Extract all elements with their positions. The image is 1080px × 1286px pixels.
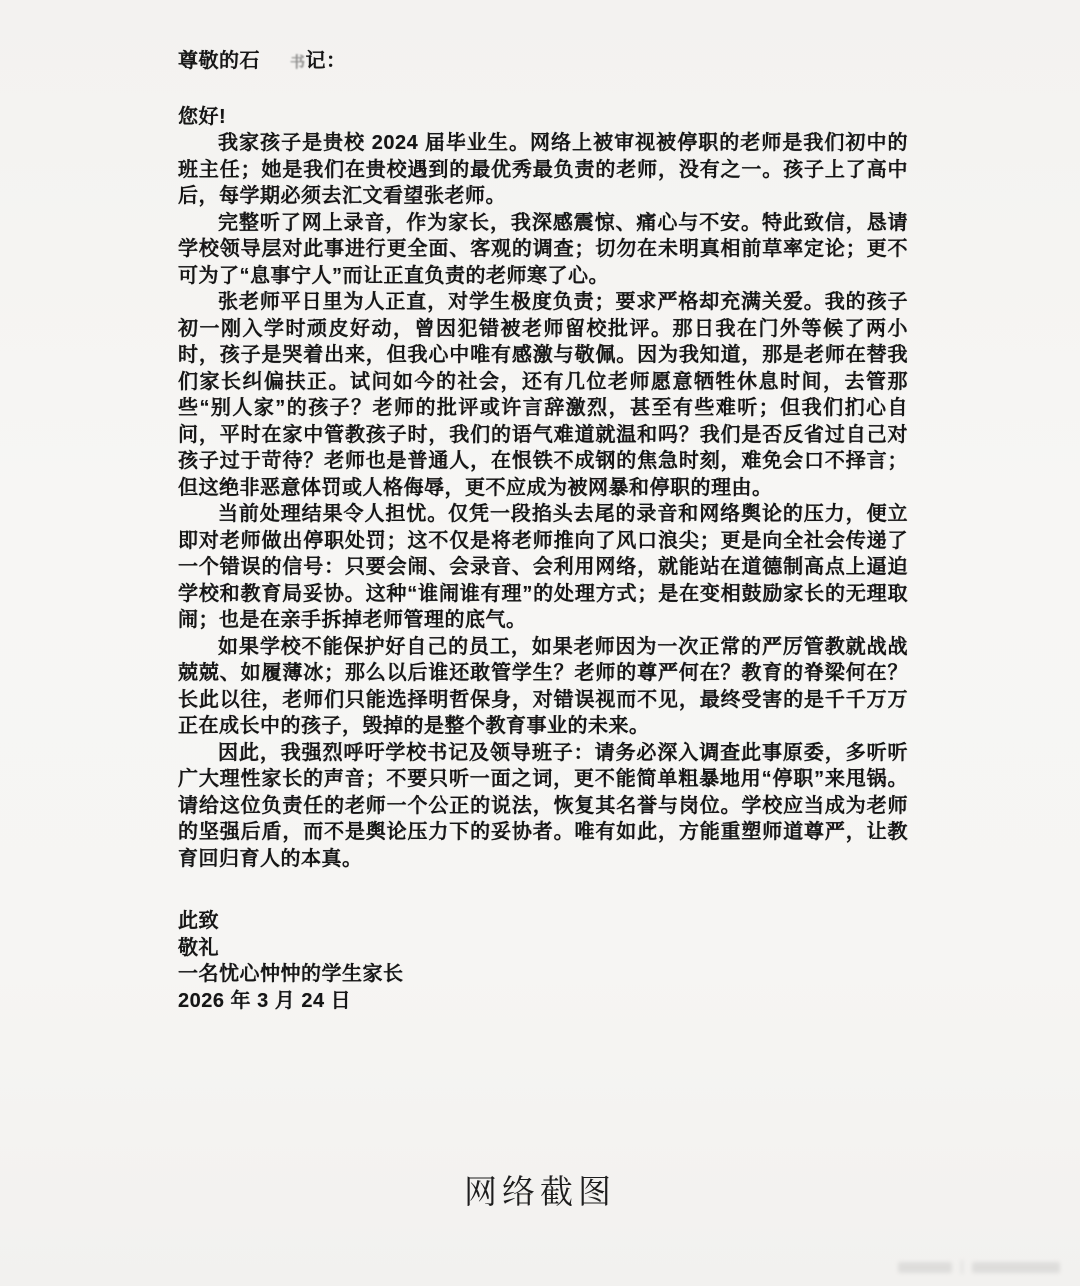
watermark xyxy=(898,1260,1060,1274)
closing-cizhi: 此致 xyxy=(178,910,219,932)
letter-salutation xyxy=(178,48,908,77)
letter-paragraph: 我家孩子是贵校 2024 届毕业生。网络上被审视被停职的老师是我们初中的班主任；她是我们在贵校遇到的最优秀最负责的老师，没有之一。孩子上了高中后，每学期必须去汇文看望张老师。 xyxy=(178,132,908,207)
letter-signature: 一名忧心忡忡的学生家长 xyxy=(178,963,404,985)
closing-jingli: 敬礼 xyxy=(178,936,219,959)
screenshot-caption: 网络截图 xyxy=(464,1173,616,1210)
letter-body xyxy=(178,48,908,1014)
letter-paragraph: 完整听了网上录音，作为家长，我深感震惊、痛心与不安。特此致信，恳请学校领导层对此事进行更全面、客观的调查；切勿在未明真相前草率定论；更不可为了“息事宁人”而让正直负责的老师寒了心。 xyxy=(178,211,908,287)
salutation-suffix: 记： xyxy=(305,50,347,72)
letter-closing-block xyxy=(178,908,908,1014)
letter-greeting: 您好! xyxy=(178,105,227,128)
salutation-prefix: 尊敬的石 xyxy=(178,50,260,72)
letter-date: 2026 年 3 月 24 日 xyxy=(178,989,352,1012)
letter-paragraph: 如果学校不能保护好自己的员工，如果老师因为一次正常的严厉管教就战战兢兢、如履薄冰；那么以后谁还敢管学生？老师的尊严何在？教育的脊梁何在？长此以往，老师们只能选择明哲保身，对错误视而不见，最终受害的是千千万万正在成长中的孩子，毁掉的是整个教育事业的未来。 xyxy=(178,635,908,737)
watermark-text-blurred xyxy=(972,1262,1060,1273)
letter-paragraph: 当前处理结果令人担忧。仅凭一段掐头去尾的录音和网络舆论的压力，便立即对老师做出停职处罚；这不仅是将老师推向了风口浪尖；更是向全社会传递了一个错误的信号：只要会闹、会录音、会利用网络，就能站在道德制高点上逼迫学校和教育局妥协。这种“谁闹谁有理”的处理方式；是在变相鼓励家长的无理取闹；也是在亲手拆掉老师管理的底气。 xyxy=(178,503,908,631)
watermark-divider xyxy=(961,1260,963,1274)
letter-paragraph: 因此，我强烈呼吁学校书记及领导班子：请务必深入调查此事原委，多听听广大理性家长的声音；不要只听一面之词，更不能简单粗暴地用“停职”来甩锅。请给这位负责任的老师一个公正的说法，恢复其名誉与岗位。学校应当成为老师的坚强后盾，而不是舆论压力下的妥协者。唯有如此，方能重塑师道尊严，让教育回归育人的本真。 xyxy=(178,741,908,870)
letter-paragraph: 张老师平日里为人正直，对学生极度负责；要求严格却充满关爱。我的孩子初一刚入学时顽皮好动，曾因犯错被老师留校批评。那日我在门外等候了两小时，孩子是哭着出来，但我心中唯有感激与敬佩。因为我知道，那是老师在替我们家长纠偏扶正。试问如今的社会，还有几位老师愿意牺牲休息时间，去管那些“别人家”的孩子？老师的批评或许言辞激烈，甚至有些难听；但我们扪心自问，平时在家中管教孩子时，我们的语气难道就温和吗？我们是否反省过自己对孩子过于苛待？老师也是普通人，在恨铁不成钢的焦急时刻，难免会口不择言；但这绝非恶意体罚或人格侮辱，更不应成为被网暴和停职的理由。 xyxy=(178,291,908,499)
erased-character: 书 xyxy=(290,54,306,71)
watermark-text-blurred xyxy=(898,1262,952,1273)
